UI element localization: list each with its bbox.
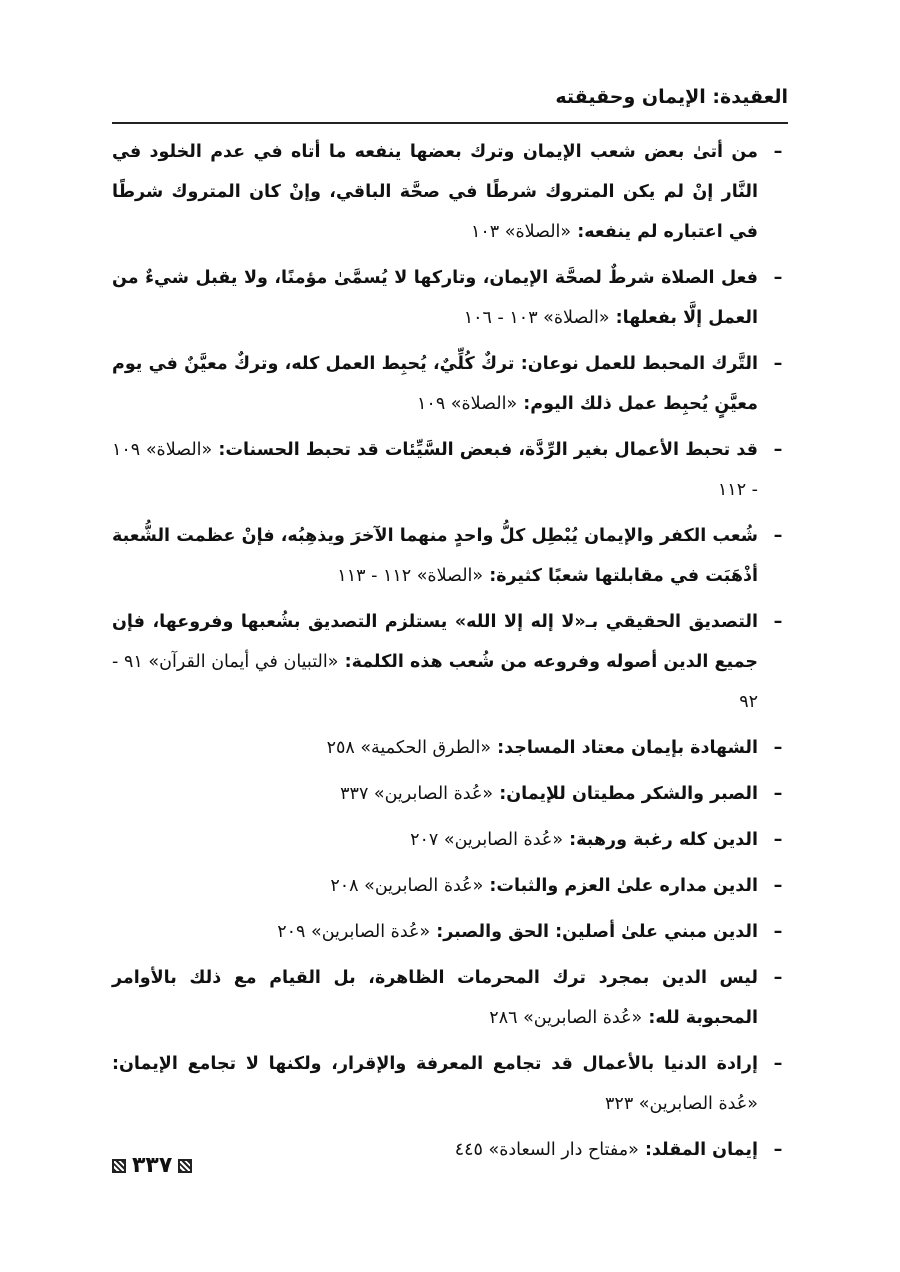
bullet-dash: – [773, 784, 783, 804]
bullet-dash: – [773, 612, 783, 632]
index-entry [112, 430, 788, 510]
entry-list [112, 132, 788, 1176]
bullet-dash: – [773, 738, 783, 758]
entry-source: «الصلاة» ١٠٣ [470, 222, 572, 242]
bullet-dash: – [773, 440, 783, 460]
bullet-dash: – [773, 142, 783, 162]
entry-source: «عُدة الصابرين» ٢٨٦ [489, 1008, 643, 1028]
entry-source: «مفتاح دار السعادة» ٤٤٥ [454, 1140, 639, 1160]
index-entry [112, 912, 788, 952]
page-footer [112, 1153, 192, 1178]
entry-source: «الصلاة» ١٠٣ - ١٠٦ [463, 308, 610, 328]
entry-source: «التبيان في أيمان القرآن» ٩١ - ٩٢ [112, 652, 758, 712]
entry-source: «الصلاة» ١٠٩ - ١١٢ [112, 440, 758, 500]
entry-source: «الصلاة» ١١٢ - ١١٣ [337, 566, 484, 586]
page-number: ٣٣٧ [132, 1153, 173, 1178]
entry-source: «عُدة الصابرين» ٢٠٨ [330, 876, 484, 896]
index-entry [112, 516, 788, 596]
entry-text: فعل الصلاة شرطٌ لصحَّة الإيمان، وتاركها لا يُسمَّىٰ مؤمنًا، ولا يقبل شيءٌ من العمل إلَّا بفعلها: [112, 268, 758, 328]
running-header: العقيدة: الإيمان وحقيقته [555, 86, 788, 108]
bullet-dash: – [773, 876, 783, 896]
index-entry [112, 774, 788, 814]
bullet-dash: – [773, 354, 783, 374]
bullet-dash: – [773, 922, 783, 942]
index-entry [112, 820, 788, 860]
ornament-icon [112, 1159, 126, 1173]
entry-source: «الطرق الحكمية» ٢٥٨ [326, 738, 492, 758]
entry-text: ليس الدين بمجرد ترك المحرمات الظاهرة، بل القيام مع ذلك بالأوامر المحبوبة لله: [112, 968, 758, 1028]
entry-text: قد تحبط الأعمال بغير الرِّدَّة، فبعض السَّيِّئات قد تحبط الحسنات: [218, 440, 758, 460]
entry-text: الدين مداره علىٰ العزم والثبات: [489, 876, 758, 896]
index-entry [112, 958, 788, 1038]
entry-text: الشهادة بإيمان معتاد المساجد: [497, 738, 758, 758]
document-page [112, 78, 788, 1198]
index-entry [112, 258, 788, 338]
entry-text: التَّرك المحبط للعمل نوعان: تركٌ كُلِّيٌ، يُحبِط العمل كله، وتركٌ معيَّنٌ في يوم معيَّنٍ يُحبِط عمل ذلك اليوم: [112, 354, 758, 414]
index-entry [112, 866, 788, 906]
entry-source: «عُدة الصابرين» ٢٠٩ [277, 922, 431, 942]
entry-source: «عُدة الصابرين» ٢٠٧ [410, 830, 564, 850]
bullet-dash: – [773, 526, 783, 546]
entry-text: التصديق الحقيقي بـ«لا إله إلا الله» يستلزم التصديق بشُعبها وفروعها، فإن جميع الدين أصوله وفروعه من شُعب هذه الكلمة: [112, 612, 758, 672]
entry-text: الصبر والشكر مطيتان للإيمان: [499, 784, 758, 804]
entry-text: شُعب الكفر والإيمان يُبْطِل كلُّ واحدٍ منهما الآخرَ ويذهِبُه، فإنْ عظمت الشُّعبة أذْهَبَت في مقابلتها شعبًا كثيرة: [112, 526, 758, 586]
entry-text: إرادة الدنيا بالأعمال قد تجامع المعرفة والإقرار، ولكنها لا تجامع الإيمان: [112, 1054, 758, 1074]
entry-text: الدين كله رغبة ورهبة: [569, 830, 758, 850]
bullet-dash: – [773, 1054, 783, 1074]
entry-source: «عُدة الصابرين» ٣٢٣ [605, 1094, 758, 1114]
entry-text: إيمان المقلد: [644, 1140, 758, 1160]
entry-text: من أتىٰ بعض شعب الإيمان وترك بعضها ينفعه ما أتاه في عدم الخلود في النَّار إنْ لم يكن المتروك شرطًا في صحَّة الباقي، وإنْ كان المتروك شرطًا في اعتباره لم ينفعه: [112, 142, 758, 242]
bullet-dash: – [773, 830, 783, 850]
index-entry [112, 132, 788, 252]
bullet-dash: – [773, 1140, 783, 1160]
header-rule [112, 122, 788, 124]
index-entry [112, 344, 788, 424]
entry-text: الدين مبني علىٰ أصلين: الحق والصبر: [436, 922, 758, 942]
entry-source: «عُدة الصابرين» ٣٣٧ [340, 784, 494, 804]
index-entry [112, 1044, 788, 1124]
bullet-dash: – [773, 968, 783, 988]
index-entry [112, 602, 788, 722]
index-entry [112, 1130, 788, 1170]
index-entry [112, 728, 788, 768]
ornament-icon [178, 1159, 192, 1173]
entry-source: «الصلاة» ١٠٩ [417, 394, 518, 414]
bullet-dash: – [773, 268, 783, 288]
